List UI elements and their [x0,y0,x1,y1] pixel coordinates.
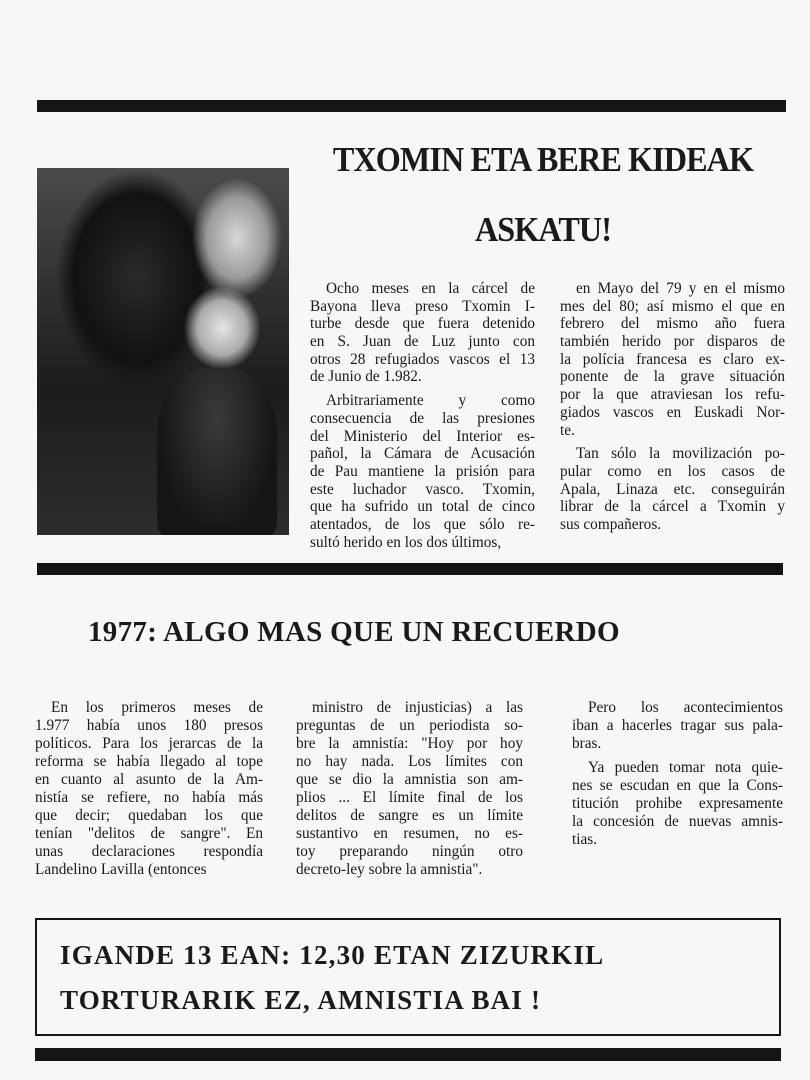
text-line: giados vascos en Euskadi Nor- [560,403,785,421]
top-rule [37,100,786,112]
text-line: turbe desde que fuera detenido [310,315,535,333]
text-line: no hay nada. Los límites con [296,753,523,770]
text-line: que se dio la amnistia son am- [296,771,523,788]
text-line: plios ... El límite final de los [296,789,523,806]
text-line: por la que atraviesan los refu- [560,386,785,404]
text-line: ponente de la grave situación [560,368,785,386]
text-line: 1.977 había unos 180 presos [35,717,263,734]
text-line: este luchador vasco. Txomin, [310,480,535,498]
text-line: nes se escudan en que la Cons- [572,777,783,794]
article1-column-2 [560,280,785,534]
text-line: librar de la cárcel a Txomin y [560,498,785,516]
text-line: políticos. Para los jerarcas de la [35,735,263,752]
text-line: pañol, la Cámara de Acusación [310,445,535,463]
text-line: del Ministerio del Interior es- [310,427,535,445]
article-title-line1: TXOMIN ETA BERE KIDEAK [332,140,754,179]
text-line: también herido por disparos de [560,333,785,351]
text-line: reforma se había llegado al tope [35,753,263,770]
text-line: unas declaraciones respondía [35,843,263,860]
portrait-photo [37,168,289,535]
text-line: decreto-ley sobre la amnistia". [296,861,483,878]
text-line: en S. Juan de Luz junto con [310,333,535,351]
text-line: delitos de sangre es un límite [296,807,523,824]
text-line: toy preparando ningún otro [296,843,523,860]
text-line: sultó herido en los dos últimos, [310,533,502,551]
text-line: Pero los acontecimientos [588,699,783,716]
text-line: Ya pueden tomar nota quie- [588,759,783,776]
text-line: Arbitrariamente y como [326,392,535,410]
text-line: sus compañeros. [560,515,662,533]
announcement-box [35,918,781,1036]
announcement-line1: IGANDE 13 EAN: 12,30 ETAN ZIZURKIL [60,940,605,970]
text-line: En los primeros meses de [51,699,263,716]
middle-rule [37,563,783,575]
text-line: titución prohibe expresamente [572,795,783,812]
text-line: tenían "delitos de sangre". En [35,825,263,842]
announcement-line2: TORTURARIK EZ, AMNISTIA BAI ! [60,985,542,1015]
section-heading: 1977: ALGO MAS QUE UN RECUERDO [88,616,620,648]
article-title-line2: ASKATU! [474,210,612,249]
photo-subject [157,368,277,535]
text-line: nistía se refiere, no había más [35,789,263,806]
text-line: de Pau mantiene la prisión para [310,462,535,480]
text-line: que decir; quedaban los que [35,807,263,824]
text-line: febrero del mismo año fuera [560,315,785,333]
text-line: que ha sufrido un total de cinco [310,498,535,516]
text-line: Apala, Linaza etc. conseguirán [560,480,785,498]
text-line: mes del 80; así mismo el que en [560,297,785,315]
text-line: la concesión de nuevas amnis- [572,813,783,830]
article1-column-1 [310,280,535,551]
article2-column-3 [572,699,783,849]
bottom-rule [35,1048,781,1061]
text-line: ministro de injusticias) a las [312,699,523,716]
text-line: la polícia francesa es claro ex- [560,350,785,368]
text-line: en cuanto al asunto de la Am- [35,771,263,788]
text-line: te. [560,421,575,439]
text-line: iban a hacerles tragar sus pala- [572,717,783,734]
text-line: sustantivo en resumen, no es- [296,825,523,842]
text-line: en Mayo del 79 y en el mismo [576,280,785,297]
text-line: Tan sólo la movilización po- [576,445,785,463]
text-line: preguntas de un periodista so- [296,717,523,734]
text-line: Ocho meses en la cárcel de [326,280,535,297]
article2-column-1 [35,699,263,879]
text-line: tias. [572,831,598,848]
text-line: pular como en los casos de [560,462,785,480]
text-line: otros 28 refugiados vascos el 13 [310,350,535,368]
text-line: bras. [572,735,602,752]
text-line: consecuencia de las presiones [310,409,535,427]
text-line: Landelino Lavilla (entonces [35,861,207,878]
article2-column-2 [296,699,523,879]
text-line: bre la amnistía: "Hoy por hoy [296,735,523,752]
text-line: Bayona lleva preso Txomin I- [310,297,535,315]
text-line: atentados, de los que sólo re- [310,515,535,533]
text-line: de Junio de 1.982. [310,368,422,386]
